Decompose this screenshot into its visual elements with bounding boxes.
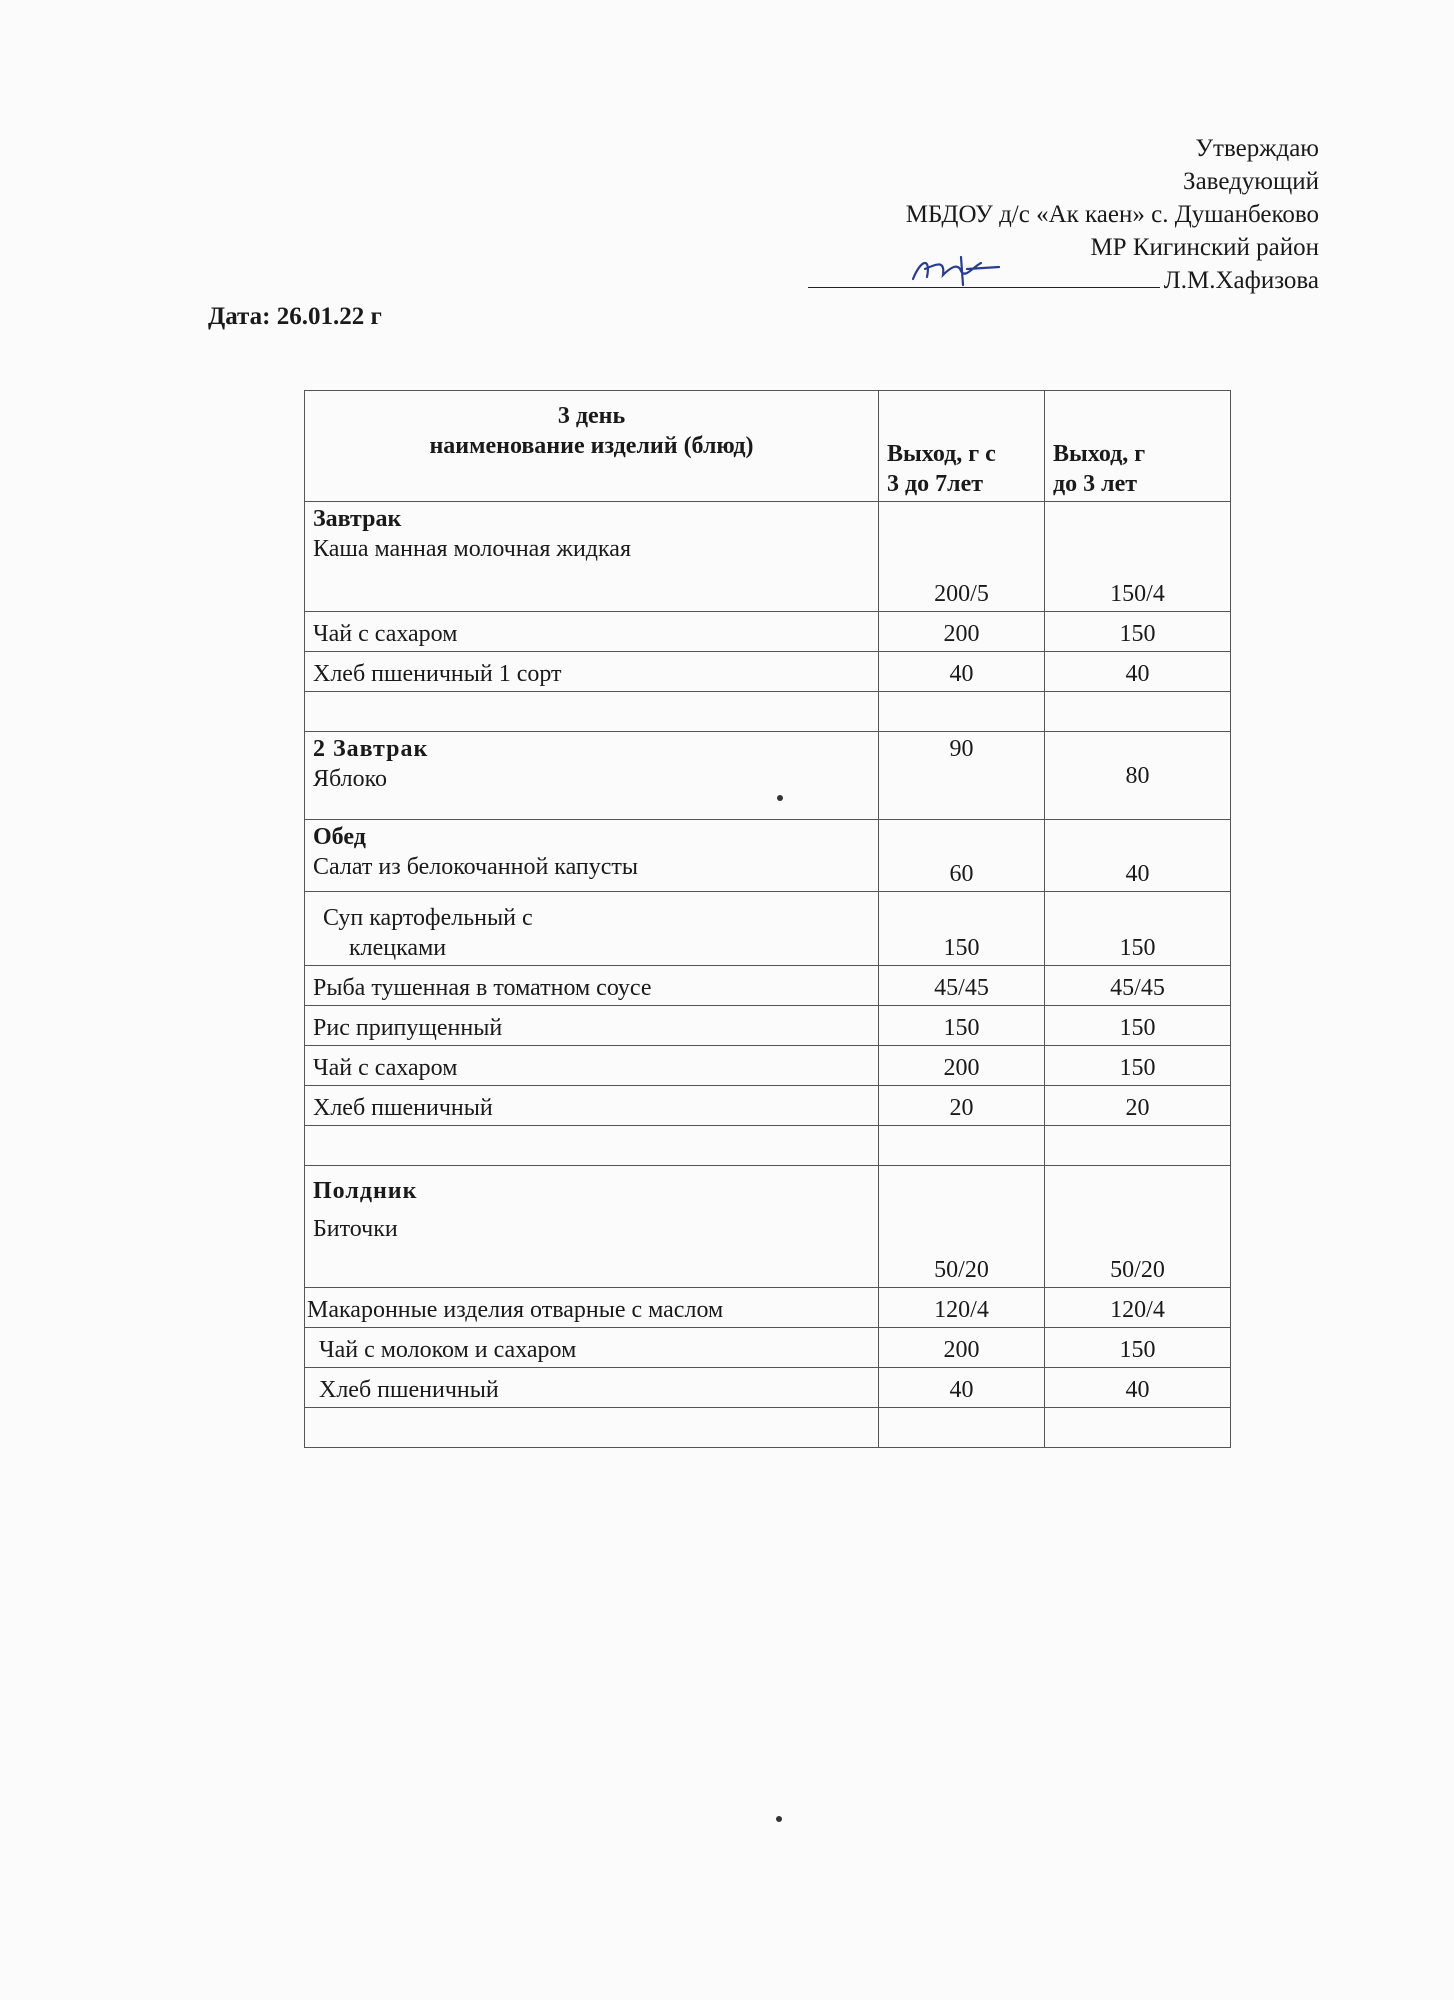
scan-speck [777,795,783,801]
signer-name: Л.М.Хафизова [1163,267,1319,294]
table-row [305,1086,1231,1126]
dish-name: Чай с сахаром [305,612,879,652]
yield-under-3: 150 [1045,612,1231,652]
table-row [305,1288,1231,1328]
table-row [305,1368,1231,1408]
yield-under-3: 150 [1045,1006,1231,1046]
table-row [305,820,1231,892]
table-row [305,652,1231,692]
approval-title: Утверждаю [1195,135,1319,162]
table-row [305,1046,1231,1086]
yield-3-7: 150 [879,1006,1045,1046]
yield-under-3: 150 [1045,892,1231,966]
yield-3-7: 90 [879,732,1045,820]
header-yield-under-3 [1045,391,1231,502]
header-yield-3-7-line1: Выход, г с [887,441,996,467]
dish-name: Хлеб пшеничный [305,1368,879,1408]
yield-3-7: 40 [879,1368,1045,1408]
dish-cell [305,732,879,820]
scan-speck [776,1816,782,1822]
signature-image [903,249,1003,289]
yield-under-3: 40 [1045,1368,1231,1408]
header-yield-3-7 [879,391,1045,502]
yield-3-7: 200 [879,612,1045,652]
dish-name: Хлеб пшеничный [305,1086,879,1126]
empty-row [305,1408,1231,1448]
yield-under-3: 150 [1045,1046,1231,1086]
yield-under-3: 40 [1045,820,1231,892]
dish-name: Биточки [313,1216,398,1242]
yield-under-3: 150/4 [1045,502,1231,612]
header-yield-under-3-line1: Выход, г [1053,441,1146,467]
menu-table [304,390,1231,1448]
table-row [305,502,1231,612]
dish-name: Чай с сахаром [305,1046,879,1086]
dish-name: Салат из белокочанной капусты [313,854,639,880]
table-row [305,732,1231,820]
dish-name-continued: клецками [349,935,447,961]
yield-under-3: 150 [1045,1328,1231,1368]
dish-name: Хлеб пшеничный 1 сорт [305,652,879,692]
header-dish-name [305,391,879,502]
empty-row [305,692,1231,732]
yield-3-7: 200 [879,1328,1045,1368]
approval-position: Заведующий [1183,168,1319,195]
yield-3-7: 200/5 [879,502,1045,612]
section-title: Завтрак [313,506,402,532]
yield-3-7: 150 [879,892,1045,966]
yield-under-3: 20 [1045,1086,1231,1126]
empty-row [305,1126,1231,1166]
header-yield-under-3-line2: до 3 лет [1053,471,1138,497]
yield-3-7: 50/20 [879,1166,1045,1288]
table-row [305,612,1231,652]
signature-line [808,267,1160,288]
dish-name: Рис припущенный [305,1006,879,1046]
dish-name: Чай с молоком и сахаром [305,1328,879,1368]
dish-name: Каша манная молочная жидкая [313,536,631,562]
table-row [305,892,1231,966]
dish-name: Суп картофельный с [323,905,533,931]
table-row [305,1006,1231,1046]
yield-3-7: 20 [879,1086,1045,1126]
dish-cell [305,892,879,966]
dish-cell [305,502,879,612]
section-title: 2 Завтрак [313,736,429,762]
yield-under-3: 120/4 [1045,1288,1231,1328]
yield-3-7: 200 [879,1046,1045,1086]
dish-cell [305,820,879,892]
yield-3-7: 45/45 [879,966,1045,1006]
yield-3-7: 60 [879,820,1045,892]
table-header-row [305,391,1231,502]
dish-name: Макаронные изделия отварные с маслом [305,1288,879,1328]
document-date: Дата: 26.01.22 г [208,303,382,330]
yield-3-7: 40 [879,652,1045,692]
approval-district: МР Кигинский район [1090,234,1319,261]
header-name-label: наименование изделий (блюд) [429,433,754,459]
table-row [305,1166,1231,1288]
table-row [305,966,1231,1006]
yield-under-3: 45/45 [1045,966,1231,1006]
approval-block [808,132,1319,297]
yield-under-3: 40 [1045,652,1231,692]
table-row [305,1328,1231,1368]
yield-under-3: 50/20 [1045,1166,1231,1288]
section-title: Обед [313,824,366,850]
section-title: Полдник [313,1178,418,1204]
header-yield-3-7-line2: 3 до 7лет [887,471,984,497]
header-day: 3 день [557,403,626,429]
yield-3-7: 120/4 [879,1288,1045,1328]
dish-name: Яблоко [313,766,388,792]
dish-name: Рыба тушенная в томатном соусе [305,966,879,1006]
dish-cell [305,1166,879,1288]
approval-institution: МБДОУ д/с «Ак каен» с. Душанбеково [905,201,1319,228]
approval-signature-row [808,264,1319,297]
yield-under-3: 80 [1045,732,1231,820]
